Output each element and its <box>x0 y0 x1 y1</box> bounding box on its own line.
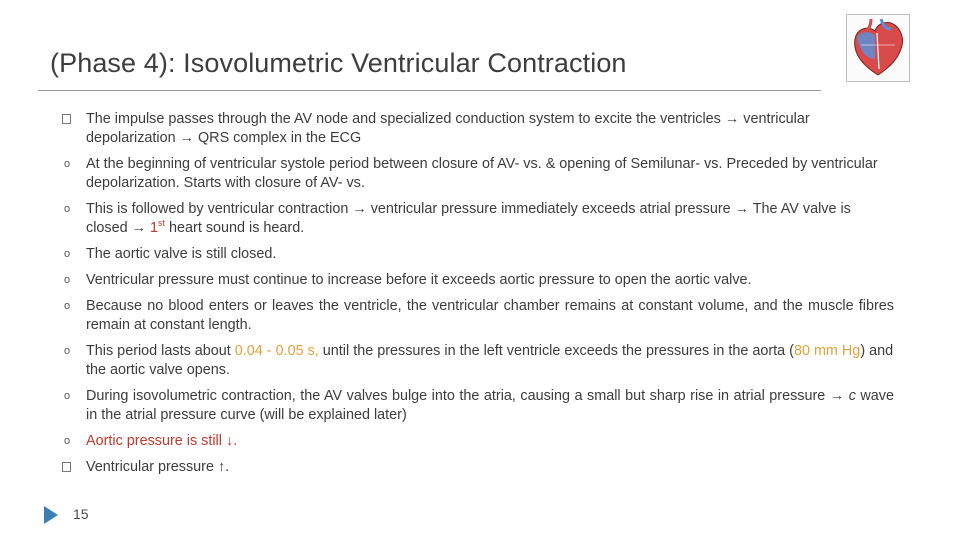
bullet-text-part: st <box>158 218 166 229</box>
bullet-text <box>86 245 894 264</box>
circle-bullet-icon: o <box>63 248 71 260</box>
circle-bullet-icon: o <box>63 435 71 447</box>
bullet-text-part: 1 <box>150 220 159 236</box>
bullet-text <box>86 387 894 425</box>
circle-bullet-icon: o <box>63 158 71 170</box>
bullet-text <box>86 432 894 451</box>
circle-bullet-icon: o <box>63 274 71 286</box>
bullet-text-part: heart sound is heard. <box>165 220 305 236</box>
circle-bullet-icon: o <box>63 345 71 357</box>
bullet-text-part: During isovolumetric contraction, the AV valves bulge into the atria, causing a small but sharp rise in atrial pressure → <box>86 388 849 404</box>
bullet-text-part: 80 mm Hg <box>793 343 861 359</box>
page-number: 15 <box>73 506 89 522</box>
bullet-text-part: This period lasts about <box>86 343 235 359</box>
bullet-text <box>86 200 894 238</box>
bullet-text-part: This is followed by ventricular contraction → ventricular pressure immediately exceeds atrial pressure → The AV valve is closed → <box>86 201 851 236</box>
slide-title: (Phase 4): Isovolumetric Ventricular Contraction <box>50 48 627 78</box>
bullet-text-part: The impulse passes through the AV node and specialized conduction system to excite the ventricles → ventricular depolarization → QRS complex in the ECG <box>86 111 810 146</box>
bullet-text <box>86 297 894 335</box>
circle-bullet-icon: o <box>63 300 71 312</box>
footer-arrow-icon <box>44 506 58 524</box>
bullet-text <box>86 110 894 148</box>
circle-bullet-icon: o <box>63 390 71 402</box>
circle-bullet-icon: o <box>63 203 71 215</box>
bullet-text-part: wave in the atrial pressure curve (will be explained later) <box>86 388 894 423</box>
bullet-text-part: 0.04 - 0.05 s, <box>234 343 319 359</box>
bullet-text <box>86 458 894 477</box>
square-bullet-icon <box>62 462 71 472</box>
bullet-text-part: c <box>848 388 856 404</box>
bullet-text <box>86 342 894 380</box>
bullet-text <box>86 155 894 193</box>
bullet-text-part: Because no blood enters or leaves the ventricle, the ventricular chamber remains at constant volume, and the muscle fibres remain at constant length. <box>86 298 894 333</box>
bullet-text-part: ) and the aortic valve opens. <box>86 343 894 378</box>
bullet-text <box>86 271 894 290</box>
square-bullet-icon <box>62 114 71 124</box>
bullet-text-part: At the beginning of ventricular systole period between closure of AV- vs. & opening of Semilunar- vs. Preceded by ventricular depolarization. Starts with closure of AV- vs. <box>86 156 878 191</box>
bullet-text-part: Ventricular pressure must continue to increase before it exceeds aortic pressure to open the aortic valve. <box>86 272 752 288</box>
bullet-text-part: Ventricular pressure ↑. <box>86 459 230 475</box>
bullet-text-part: until the pressures in the left ventricle exceeds the pressures in the aorta ( <box>318 343 794 359</box>
bullet-text-part: Aortic pressure is still ↓. <box>86 433 238 449</box>
bullet-text-part: The aortic valve is still closed. <box>86 246 277 262</box>
